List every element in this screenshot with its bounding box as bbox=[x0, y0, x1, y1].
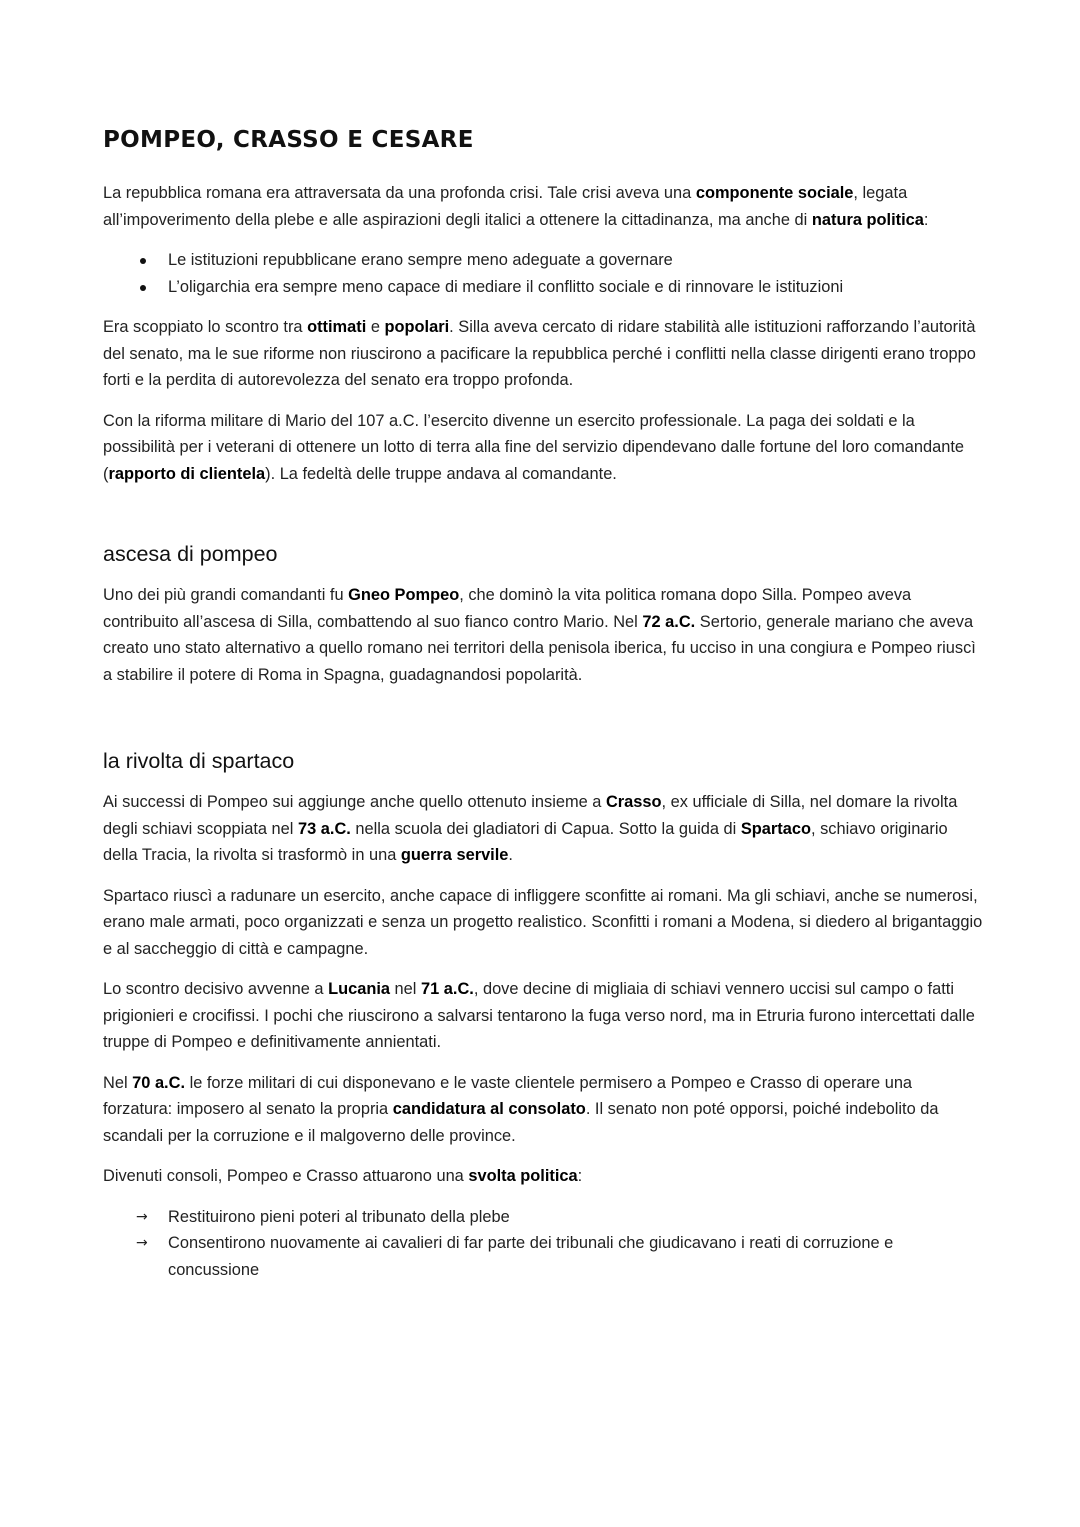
spartaco-paragraph-2: Spartaco riuscì a radunare un esercito, anche capace di infliggere sconfitte ai romani. Ma gli schiavi, anche se numerosi, erano male armati, poco organizzati e senza un progetto realistico. Sconfitti i romani a Modena, si diedero al brigantaggio e al saccheggio di città e campagne. bbox=[103, 886, 983, 958]
bullet-icon bbox=[140, 258, 146, 264]
spartaco-paragraph-4: Nel 70 a.C. le forze militari di cui disponevano e le vaste clientele permisero a Pompeo e Crasso di operare una forzatura: imposero al senato la propria candidatura al consolato. Il senato non poté opporsi, poiché indebolito da scandali per la corruzione e il malgoverno delle province. bbox=[103, 1073, 939, 1145]
list-item: → Restituirono pieni poteri al tribunato della plebe bbox=[103, 1204, 983, 1231]
bullet-icon bbox=[140, 285, 146, 291]
spartaco-paragraph-3: Lo scontro decisivo avvenne a Lucania nel 71 a.C., dove decine di migliaia di schiavi vennero uccisi sul campo o fatti prigionieri e crocifissi. I pochi che riuscirono a salvarsi tentarono la fuga verso nord, ma in Etruria furono intercettati dalle truppe di Pompeo e definitivamente annientati. bbox=[103, 980, 975, 1051]
list-item: → Consentirono nuovamente ai cavalieri di far parte dei tribunali che giudicavano i reati di corruzione e concussione bbox=[103, 1230, 983, 1283]
intro-paragraph-1: La repubblica romana era attraversata da una profonda crisi. Tale crisi aveva una componente sociale, legata all’impoverimento della plebe e alle aspirazioni degli italici a ottenere la cittadinanza, ma anche di natura politica: bbox=[103, 184, 929, 229]
intro-paragraph-3: Con la riforma militare di Mario del 107 a.C. l’esercito divenne un esercito professionale. La paga dei soldati e la possibilità per i veterani di ottenere un lotto di terra alla fine del servizio dipendevano dalle fortune del loro comandante (rapporto di clientela). La fedeltà delle truppe andava al comandante. bbox=[103, 411, 965, 483]
intro-paragraph-2: Era scoppiato lo scontro tra ottimati e popolari. Silla aveva cercato di ridare stabilità alle istituzioni rafforzando l’autorità del senato, ma le sue riforme non riuscirono a pacificare la repubblica perché i conflitti nella classe dirigenti erano troppo forti e la perdita di autorevolezza del senato era troppo profonda. bbox=[103, 318, 976, 389]
arrow-right-icon: → bbox=[136, 1235, 148, 1251]
document-page bbox=[103, 122, 983, 1283]
svolta-arrow-list bbox=[103, 1204, 983, 1284]
document-title: POMPEO, CRASSO E CESARE bbox=[103, 127, 474, 153]
section-heading-spartaco: la rivolta di spartaco bbox=[103, 749, 295, 773]
crisis-bullet-list bbox=[103, 247, 983, 300]
pompeo-paragraph-1: Uno dei più grandi comandanti fu Gneo Pompeo, che dominò la vita politica romana dopo Silla. Pompeo aveva contribuito all’ascesa di Silla, combattendo al suo fianco contro Mario. Nel 72 a.C. Sertorio, generale mariano che aveva creato uno stato alternativo a quello romano nei territori della penisola iberica, fu ucciso in una congiura e Pompeo riuscì a stabilire il potere di Roma in Spagna, guadagnandosi popolarità. bbox=[103, 586, 976, 684]
arrow-right-icon: → bbox=[136, 1208, 148, 1225]
spartaco-paragraph-1: Ai successi di Pompeo sui aggiunge anche quello ottenuto insieme a Crasso, ex ufficiale di Silla, nel domare la rivolta degli schiavi scoppiata nel 73 a.C. nella scuola dei gladiatori di Capua. Sotto la guida di Spartaco, schiavo originario della Tracia, la rivolta si trasformò in una guerra servile. bbox=[103, 793, 958, 864]
spartaco-paragraph-5: Divenuti consoli, Pompeo e Crasso attuarono una svolta politica: bbox=[103, 1167, 583, 1185]
section-heading-pompeo: ascesa di pompeo bbox=[103, 542, 278, 566]
list-item: L’oligarchia era sempre meno capace di mediare il conflitto sociale e di rinnovare le istituzioni bbox=[103, 274, 983, 301]
list-item: Le istituzioni repubblicane erano sempre meno adeguate a governare bbox=[103, 247, 983, 274]
